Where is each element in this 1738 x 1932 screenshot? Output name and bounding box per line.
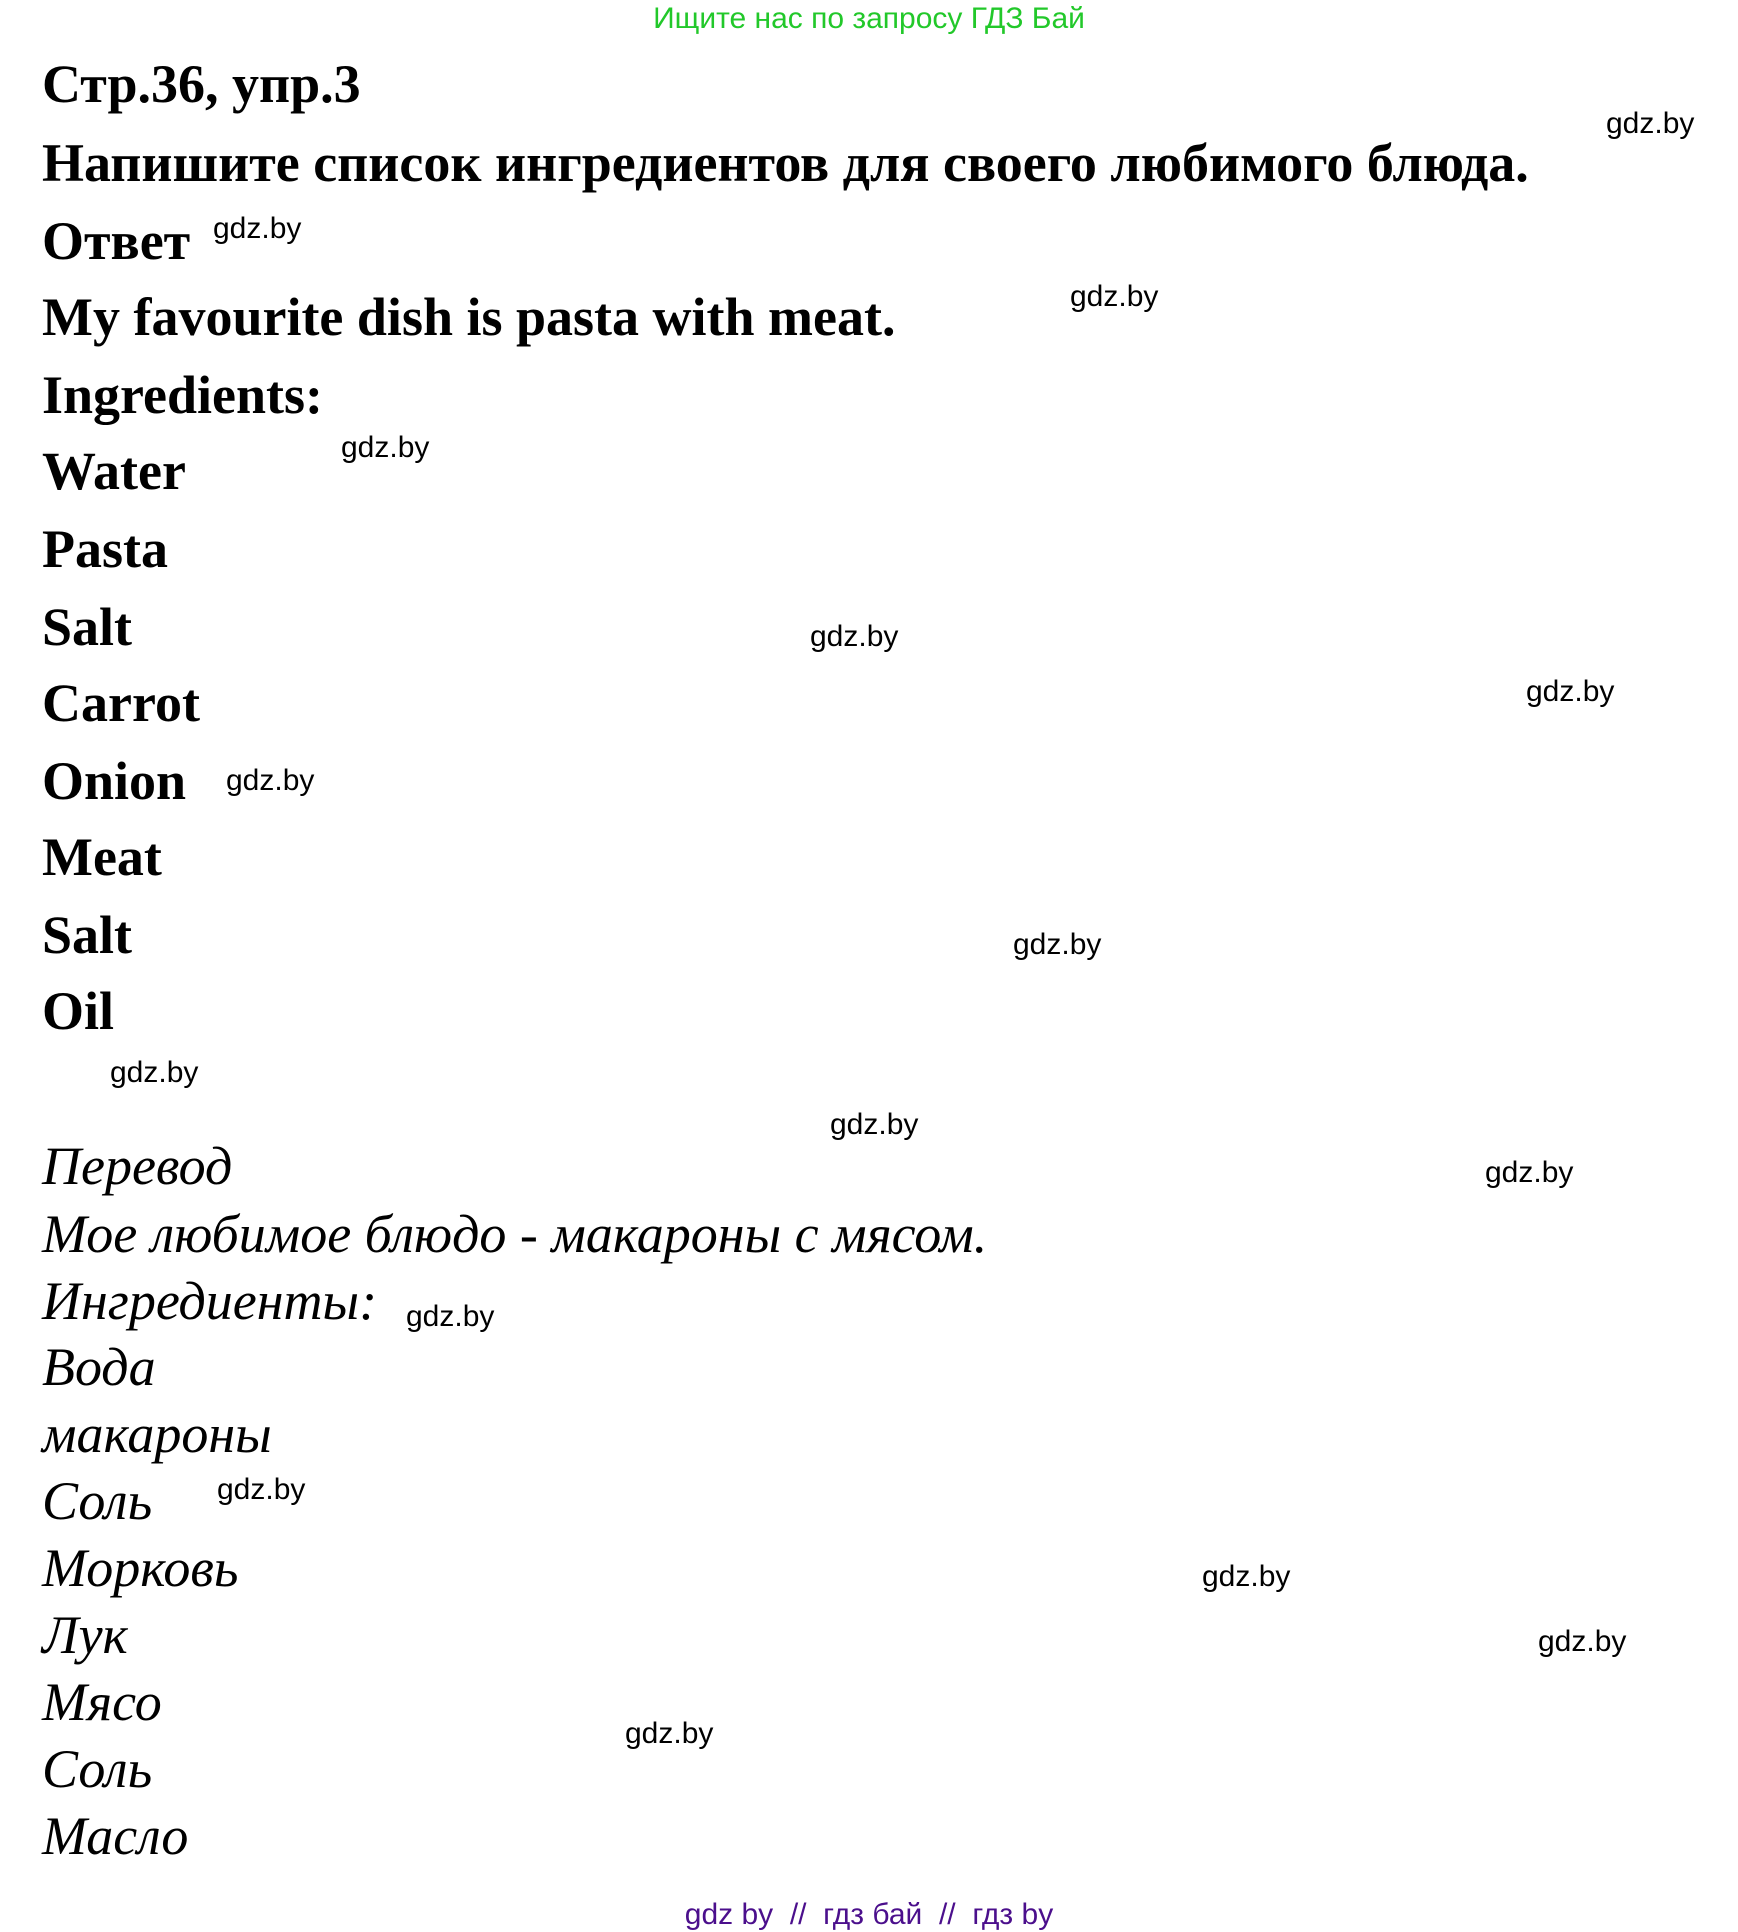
ingredient-item: Carrot bbox=[42, 673, 200, 733]
page-heading: Стр.36, упр.3 bbox=[42, 54, 361, 114]
translation-ingredients-label: Ингредиенты: bbox=[42, 1271, 378, 1331]
task-text: Напишите список ингредиентов для своего любимого блюда. bbox=[42, 133, 1529, 193]
translation-item: Лук bbox=[42, 1605, 128, 1665]
search-hint-banner: Ищите нас по запросу ГДЗ Бай bbox=[653, 2, 1085, 35]
ingredient-item: Meat bbox=[42, 827, 162, 887]
ingredient-item: Salt bbox=[42, 597, 133, 657]
watermark: gdz.by bbox=[226, 764, 315, 797]
answer-sentence: My favourite dish is pasta with meat. bbox=[42, 287, 896, 347]
translation-item: Масло bbox=[42, 1806, 189, 1866]
translation-item: Морковь bbox=[42, 1538, 239, 1598]
ingredient-item: Onion bbox=[42, 751, 187, 811]
watermark: gdz.by bbox=[830, 1108, 919, 1141]
ingredients-label: Ingredients: bbox=[42, 365, 324, 425]
watermark: gdz.by bbox=[1538, 1625, 1627, 1658]
translation-item: Вода bbox=[42, 1337, 156, 1397]
watermark: gdz.by bbox=[213, 212, 302, 245]
watermark: gdz.by bbox=[810, 620, 899, 653]
translation-item: макароны bbox=[42, 1404, 272, 1464]
watermark: gdz.by bbox=[341, 431, 430, 464]
translation-sentence: Мое любимое блюдо - макароны с мясом. bbox=[42, 1204, 988, 1264]
watermark: gdz.by bbox=[110, 1056, 199, 1089]
watermark: gdz.by bbox=[625, 1717, 714, 1750]
watermark: gdz.by bbox=[1013, 928, 1102, 961]
translation-label: Перевод bbox=[42, 1136, 233, 1196]
translation-item: Соль bbox=[42, 1471, 153, 1531]
watermark: gdz.by bbox=[217, 1473, 306, 1506]
watermark: gdz.by bbox=[1202, 1560, 1291, 1593]
ingredient-item: Pasta bbox=[42, 519, 168, 579]
watermark: gdz.by bbox=[1485, 1156, 1574, 1189]
watermark: gdz.by bbox=[1526, 675, 1615, 708]
watermark: gdz.by bbox=[406, 1300, 495, 1333]
answer-label: Ответ bbox=[42, 211, 191, 271]
watermark: gdz.by bbox=[1070, 280, 1159, 313]
footer-links[interactable]: gdz by // гдз бай // гдз by bbox=[684, 1898, 1054, 1931]
translation-item: Соль bbox=[42, 1739, 153, 1799]
ingredient-item: Oil bbox=[42, 981, 115, 1041]
ingredient-item: Salt bbox=[42, 905, 133, 965]
ingredient-item: Water bbox=[42, 441, 186, 501]
watermark: gdz.by bbox=[1606, 107, 1695, 140]
translation-item: Мясо bbox=[42, 1672, 162, 1732]
